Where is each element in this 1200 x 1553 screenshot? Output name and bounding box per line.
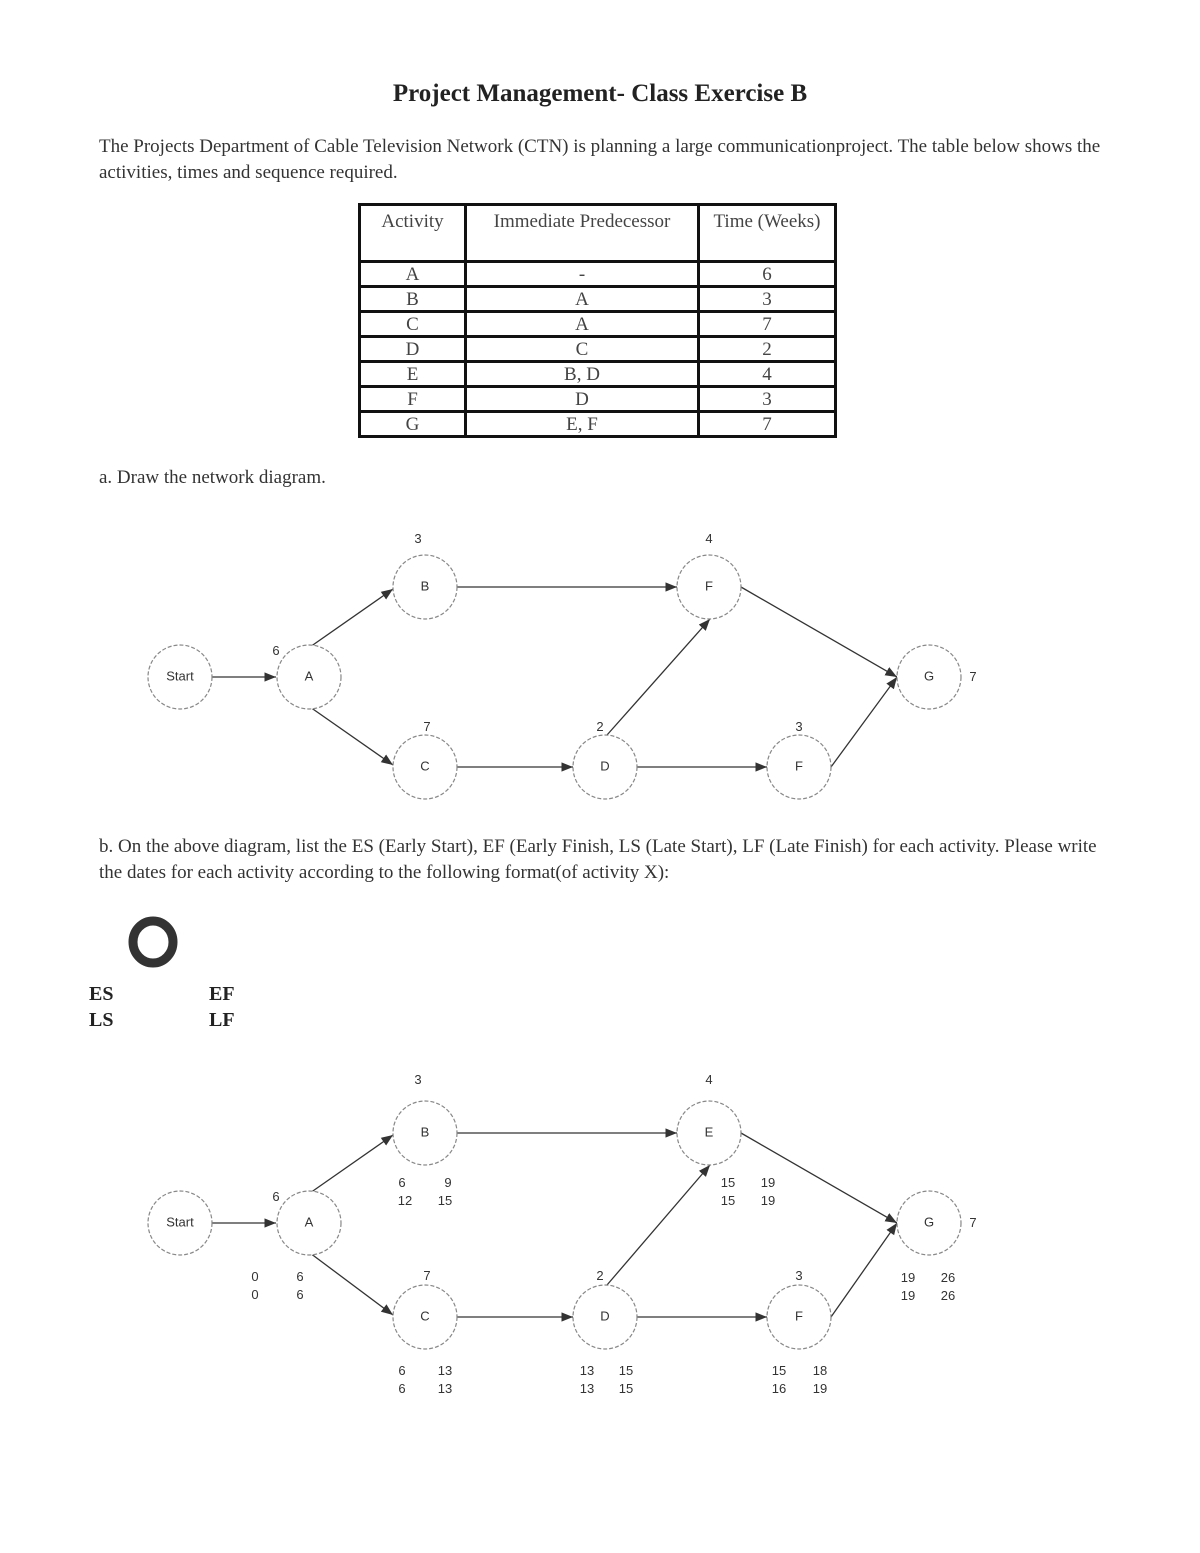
node-label: B <box>420 1124 430 1140</box>
table-header-row <box>360 205 836 262</box>
cell-predecessor: A <box>466 287 699 312</box>
node-e <box>677 555 741 619</box>
question-b: b. On the above diagram, list the ES (Early Start), EF (Early Finish, LS (Late Start), LF (Late Finish) for each activity. Please write the dates for each activity according to the following format(of activity X): <box>99 836 1097 883</box>
node-start <box>148 1191 212 1255</box>
legend-es: ES <box>89 983 114 1005</box>
cell-time: 4 <box>699 362 836 387</box>
legend-lf: LF <box>209 1009 235 1031</box>
ls-g: 19 <box>900 1288 916 1303</box>
table-row <box>360 387 836 412</box>
cell-activity: A <box>360 262 466 287</box>
question-a: a. Draw the network diagram. <box>99 467 326 488</box>
table-row <box>360 362 836 387</box>
node-label: B <box>420 578 430 594</box>
es-f: 15 <box>771 1363 787 1378</box>
node-e <box>677 1101 741 1165</box>
ls-e: 15 <box>720 1193 736 1208</box>
edge-a-b <box>310 589 393 647</box>
es-b: 6 <box>398 1175 406 1190</box>
duration-b: 3 <box>414 1072 422 1087</box>
cell-time: 7 <box>699 412 836 437</box>
network-diagram-a <box>0 520 1200 820</box>
cell-time: 7 <box>699 312 836 337</box>
node-label: A <box>304 668 314 684</box>
duration-a: 6 <box>272 643 280 658</box>
cell-predecessor: B, D <box>466 362 699 387</box>
lf-e: 19 <box>760 1193 776 1208</box>
node-c <box>393 1285 457 1349</box>
ef-b: 9 <box>444 1175 452 1190</box>
duration-d: 2 <box>596 719 604 734</box>
node-c <box>393 735 457 799</box>
node-label: Start <box>166 668 194 684</box>
node-b <box>393 555 457 619</box>
node-a <box>277 1191 341 1255</box>
intro-paragraph: The Projects Department of Cable Television Network (CTN) is planning a large communicationproject. The table below shows the activities, times and sequence required. <box>99 136 1101 183</box>
ls-c: 6 <box>398 1381 406 1396</box>
cell-time: 6 <box>699 262 836 287</box>
node-label: C <box>420 1308 430 1324</box>
node-label: D <box>600 1308 610 1324</box>
node-label: F <box>795 1308 803 1324</box>
cell-activity: B <box>360 287 466 312</box>
node-label: C <box>420 758 430 774</box>
node-g <box>897 645 961 709</box>
cell-predecessor: E, F <box>466 412 699 437</box>
header-predecessor: Immediate Predecessor <box>466 205 699 262</box>
node-label: D <box>600 758 610 774</box>
header-time: Time (Weeks) <box>699 205 836 262</box>
duration-f: 3 <box>795 719 803 734</box>
duration-b: 3 <box>414 531 422 546</box>
network-diagram-b <box>0 1066 1200 1406</box>
node-f <box>767 1285 831 1349</box>
edge-f-g <box>831 1223 897 1317</box>
cell-activity: F <box>360 387 466 412</box>
duration-g: 7 <box>969 1215 977 1230</box>
ef-e: 19 <box>760 1175 776 1190</box>
ef-a: 6 <box>296 1269 304 1284</box>
cell-predecessor: A <box>466 312 699 337</box>
ls-a: 0 <box>251 1287 259 1302</box>
node-g <box>897 1191 961 1255</box>
legend-circle-icon <box>133 921 173 963</box>
lf-a: 6 <box>296 1287 304 1302</box>
cell-time: 3 <box>699 287 836 312</box>
edge-a-b <box>310 1135 393 1193</box>
node-d <box>573 735 637 799</box>
lf-g: 26 <box>940 1288 956 1303</box>
edge-d-e <box>607 1165 710 1285</box>
node-label: E <box>704 1124 714 1140</box>
cell-predecessor: D <box>466 387 699 412</box>
duration-c: 7 <box>423 719 431 734</box>
node-a <box>277 645 341 709</box>
cell-activity: C <box>360 312 466 337</box>
duration-e: 4 <box>705 1072 713 1087</box>
lf-f: 19 <box>812 1381 828 1396</box>
lf-b: 15 <box>437 1193 453 1208</box>
duration-e: 4 <box>705 531 713 546</box>
ef-g: 26 <box>940 1270 956 1285</box>
ef-d: 15 <box>618 1363 634 1378</box>
edge-f-g <box>831 677 897 767</box>
table-row <box>360 412 836 437</box>
edge-a-c <box>310 1253 393 1315</box>
es-e: 15 <box>720 1175 736 1190</box>
ls-f: 16 <box>771 1381 787 1396</box>
cell-activity: G <box>360 412 466 437</box>
cell-activity: E <box>360 362 466 387</box>
node-label: F <box>795 758 803 774</box>
lf-c: 13 <box>437 1381 453 1396</box>
legend-ef: EF <box>209 983 235 1005</box>
legend-ls: LS <box>89 1009 114 1031</box>
node-b <box>393 1101 457 1165</box>
node-label: F <box>705 578 713 594</box>
cell-predecessor: - <box>466 262 699 287</box>
node-f <box>767 735 831 799</box>
node-label: G <box>923 1214 935 1230</box>
duration-c: 7 <box>423 1268 431 1283</box>
duration-f: 3 <box>795 1268 803 1283</box>
ef-c: 13 <box>437 1363 453 1378</box>
node-label: G <box>923 668 935 684</box>
duration-d: 2 <box>596 1268 604 1283</box>
ls-b: 12 <box>397 1193 413 1208</box>
header-activity: Activity <box>360 205 466 262</box>
lf-d: 15 <box>618 1381 634 1396</box>
page-title: Project Management- Class Exercise B <box>392 80 808 107</box>
es-c: 6 <box>398 1363 406 1378</box>
node-start <box>148 645 212 709</box>
edge-e-g <box>741 587 897 677</box>
table-row <box>360 312 836 337</box>
cell-time: 2 <box>699 337 836 362</box>
node-label: A <box>304 1214 314 1230</box>
legend-node <box>124 900 184 980</box>
es-g: 19 <box>900 1270 916 1285</box>
duration-a: 6 <box>272 1189 280 1204</box>
node-label: Start <box>166 1214 194 1230</box>
legend-node-mark <box>124 900 184 980</box>
cell-predecessor: C <box>466 337 699 362</box>
cell-time: 3 <box>699 387 836 412</box>
edge-a-c <box>310 707 393 765</box>
table-row <box>360 287 836 312</box>
ls-d: 13 <box>579 1381 595 1396</box>
es-d: 13 <box>579 1363 595 1378</box>
activity-table <box>358 203 837 438</box>
ef-f: 18 <box>812 1363 828 1378</box>
cell-activity: D <box>360 337 466 362</box>
duration-g: 7 <box>969 669 977 684</box>
es-a: 0 <box>251 1269 259 1284</box>
table-row <box>360 262 836 287</box>
edge-d-e <box>607 619 710 735</box>
node-d <box>573 1285 637 1349</box>
table-row <box>360 337 836 362</box>
